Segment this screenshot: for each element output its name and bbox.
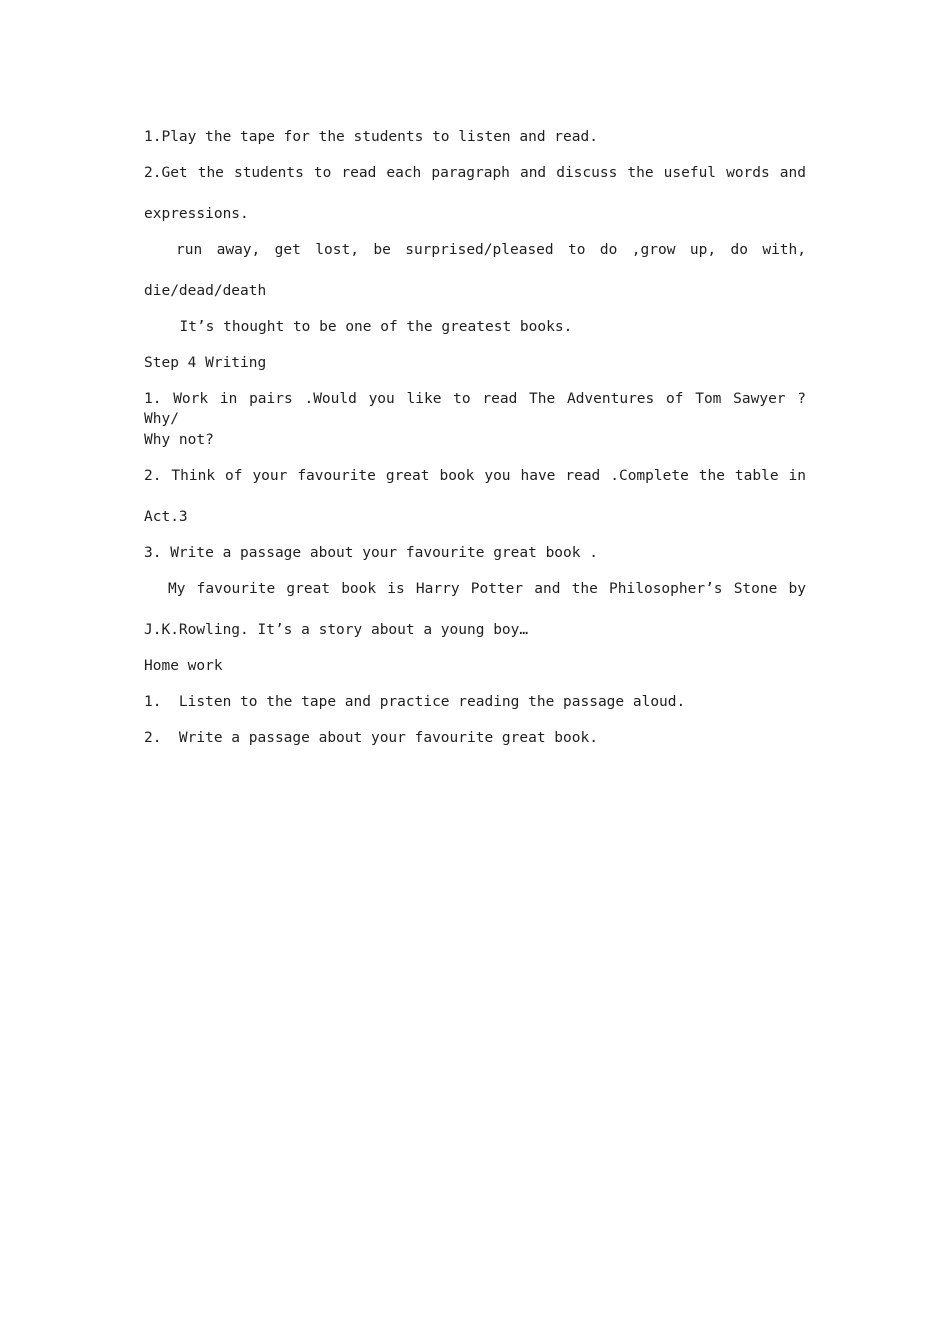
writing-task-3: 3. Write a passage about your favourite great book .	[144, 545, 598, 561]
useful-expressions-continued: die/dead/death	[144, 283, 267, 299]
example-sentence: It’s thought to be one of the greatest books.	[162, 319, 573, 335]
model-passage-line-2: J.K.Rowling. It’s a story about a young boy…	[144, 622, 529, 638]
homework-heading: Home work	[144, 658, 223, 674]
homework-item-2: 2. Write a passage about your favourite great book.	[144, 730, 598, 746]
writing-task-2: 2. Think of your favourite great book you have read .Complete the table in	[144, 468, 806, 484]
instruction-line-2-continued: expressions.	[144, 206, 249, 222]
instruction-line-1: 1.Play the tape for the students to listen and read.	[144, 129, 598, 145]
writing-task-1: 1. Work in pairs .Would you like to read The Adventures of Tom Sawyer ? Why/	[144, 391, 806, 427]
useful-expressions-line: run away, get lost, be surprised/pleased to do ,grow up, do with,	[176, 242, 806, 258]
model-passage-line-1: My favourite great book is Harry Potter and the Philosopher’s Stone by	[168, 581, 806, 597]
homework-item-1: 1. Listen to the tape and practice reading the passage aloud.	[144, 694, 686, 710]
instruction-line-2: 2.Get the students to read each paragraph and discuss the useful words and	[144, 165, 806, 181]
writing-task-2-continued: Act.3	[144, 509, 188, 525]
writing-task-1-continued: Why not?	[144, 432, 214, 448]
step-heading: Step 4 Writing	[144, 355, 267, 371]
